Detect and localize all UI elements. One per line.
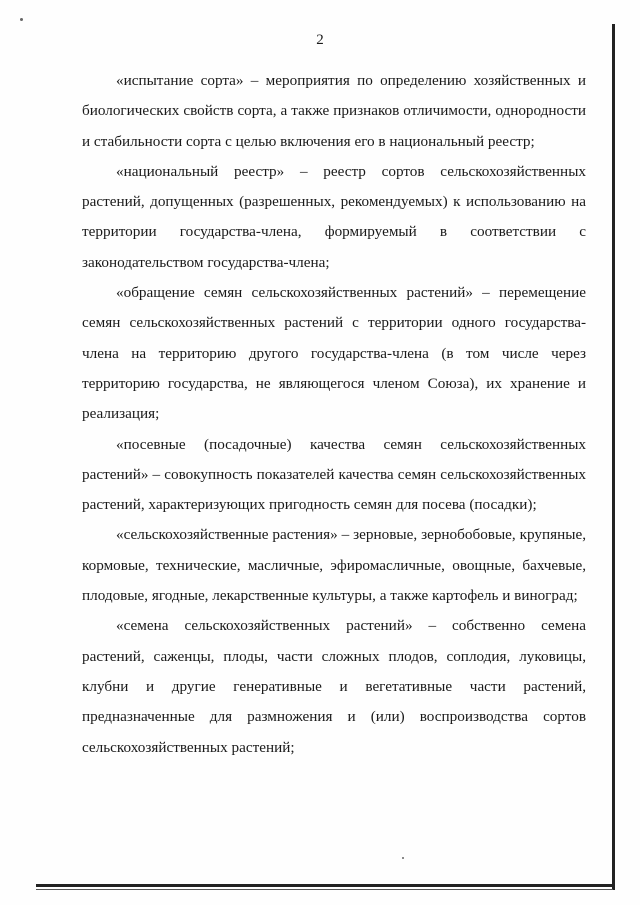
- definition-paragraph: «испытание сорта» – мероприятия по определению хозяйственных и биологических свойств сорта, а также признаков отличимости, однородности и стабильности сорта с целью включения его в национальный реестр;: [82, 72, 586, 150]
- page-number: 2: [316, 32, 324, 48]
- definition-paragraph: «сельскохозяйственные растения» – зерновые, зернобобовые, крупяные, кормовые, технические, масличные, эфиромасличные, овощные, бахчевые, плодовые, ягодные, лекарственные культуры, а также картофель и виноград;: [82, 526, 586, 605]
- definition-paragraph: «посевные (посадочные) качества семян сельскохозяйственных растений» – совокупность показателей качества семян сельскохозяйственных растений, характеризующих пригодность семян для посева (посадки);: [82, 435, 586, 514]
- scan-speck: [402, 857, 404, 859]
- document-body: [82, 66, 586, 763]
- scan-border-right: [612, 24, 615, 890]
- scan-speck: [20, 18, 23, 21]
- definition-paragraph: «обращение семян сельскохозяйственных растений» – перемещение семян сельскохозяйственных растений с территории одного государства-члена на территорию другого государства-члена (в том числе через территорию государства, не являющегося членом Союза), их хранение и реализация;: [82, 284, 586, 423]
- definition-paragraph: «национальный реестр» – реестр сортов сельскохозяйственных растений, допущенных (разрешенных, рекомендуемых) к использованию на территории государства-члена, формируемый в соответствии с законодательством государства-члена;: [82, 162, 586, 271]
- definition-paragraph: «семена сельскохозяйственных растений» – собственно семена растений, саженцы, плоды, части сложных плодов, соплодия, луковицы, клубни и другие генеративные и вегетативные части растений, предназначенные для размножения и (или) воспроизводства сортов сельскохозяйственных растений;: [82, 617, 586, 756]
- scan-border-bottom: [36, 884, 615, 887]
- scan-border-bottom-thin: [36, 889, 613, 890]
